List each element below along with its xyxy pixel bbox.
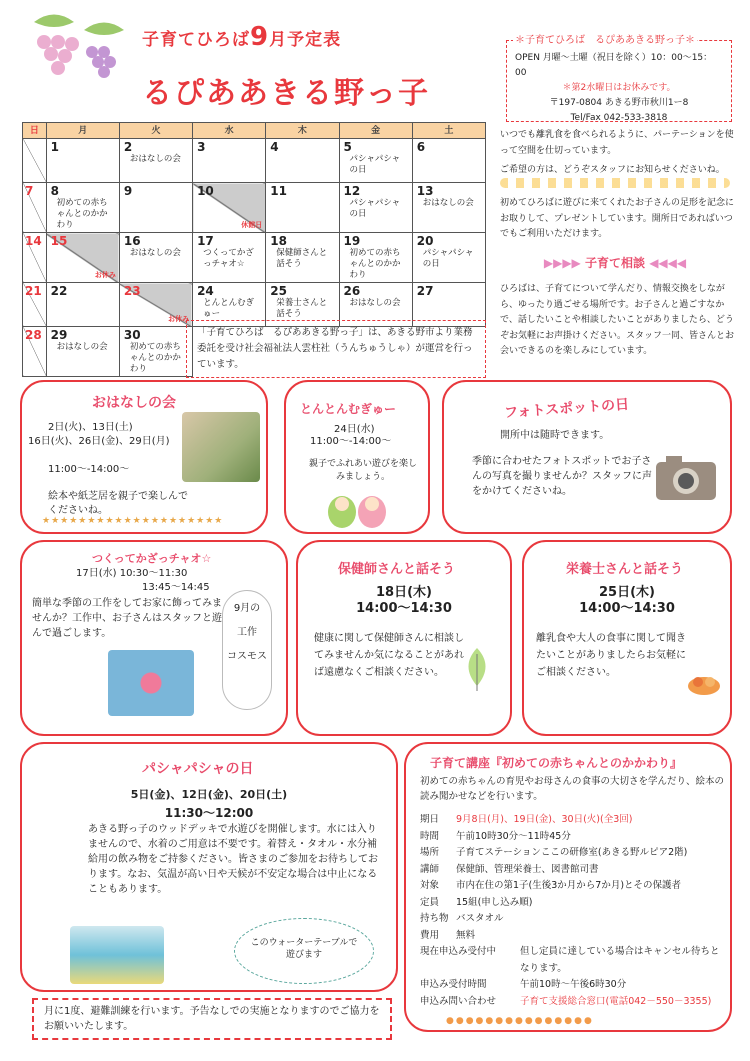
- calendar-event: つくってかざっチャオ☆: [203, 248, 254, 269]
- koza-value: 但し定員に達している場合はキャンセル待ちとなります。: [520, 946, 720, 974]
- koza-details: [420, 812, 728, 1010]
- ohanashi-box: おはなしの会 2日(火)、13日(土) 16日(火)、26日(金)、29日(月) 11:00～-14:00～ 絵本や紙芝居を親子で楽しんでくださいね。 ★★★★★★★★★★★★★★★★★★★★: [20, 380, 268, 534]
- calendar-date: 29: [50, 328, 68, 342]
- calendar-event: おはなしの会: [129, 248, 181, 258]
- koza-key: 対象: [420, 880, 440, 891]
- calendar-note: 「子育てひろば るぴああきる野っ子」は、あきる野市より業務委託を受け社会福祉法人雲柱社（うんちゅうしゃ）が運営を行っています。: [186, 320, 486, 378]
- calendar-day: [23, 327, 47, 377]
- calendar-day: [339, 183, 412, 233]
- consult-section-title: ▶▶▶▶ 子育て相談 ◀◀◀◀: [543, 256, 687, 270]
- holiday-label: お休み: [168, 315, 190, 323]
- koza-row: [420, 829, 728, 846]
- koza-key: 時間: [420, 830, 440, 842]
- page-title-top: 子育てひろば9月予定表: [142, 22, 342, 52]
- koza-title: 子育て講座『初めての赤ちゃんとのかかわり』: [430, 756, 683, 770]
- grape-illustration: [14, 2, 134, 102]
- calendar-date: 11: [270, 184, 287, 198]
- craft-balloon: 9月の 工作 コスモス: [222, 590, 272, 710]
- koza-value: 無料: [456, 929, 476, 941]
- koza-row: [420, 862, 728, 879]
- leaf-icon: [460, 646, 494, 692]
- calendar-day: [119, 327, 192, 377]
- calendar-date: 28: [25, 328, 42, 342]
- footprint-note: 初めてひろばに遊びに来てくれたお子さんの足形を記念にお取りして、プレゼントしています。開所日であればいつでもご利用いただけます。: [500, 198, 735, 239]
- holiday-label: 休館日: [241, 221, 263, 229]
- calendar-date: 21: [25, 284, 42, 298]
- calendar-header: 金: [339, 123, 412, 139]
- tsukutte-title: つくってかざっチャオ☆: [92, 552, 212, 565]
- calendar-header: 月: [46, 123, 119, 139]
- calendar-event: パシャパシャの日: [349, 154, 401, 175]
- calendar-header: 火: [119, 123, 192, 139]
- koza-value: 午前10時～午後6時30分: [520, 979, 627, 990]
- calendar-header: 土: [412, 123, 485, 139]
- calendar-event: 初めての赤ちゃんとのかかわり: [129, 342, 181, 374]
- fruit-icon: [686, 670, 722, 696]
- calendar-day: [412, 183, 485, 233]
- koza-row: [420, 911, 728, 928]
- calendar-date: 25: [270, 284, 287, 298]
- calendar-day: [119, 183, 192, 233]
- camera-icon: [654, 452, 720, 502]
- koza-value: 15組(申し込み順): [456, 896, 533, 908]
- koza-row: [420, 878, 728, 895]
- eiyoushi-box: 栄養士さんと話そう 25日(木) 14:00～14:30 離乳食や大人の食事に関して聞きたいことがありましたらお気軽にご相談ください。: [522, 540, 732, 736]
- koza-value: 午前10時30分～11時45分: [456, 830, 571, 842]
- koza-key: 費用: [420, 929, 440, 941]
- calendar-day: [193, 139, 266, 183]
- calendar-day: [46, 233, 119, 283]
- calendar-date: 12: [343, 184, 361, 198]
- calendar-event: おはなしの会: [349, 298, 401, 308]
- calendar-event: 保健師さんと話そう: [276, 248, 328, 269]
- koza-key: 場所: [420, 847, 440, 858]
- calendar-day: [193, 233, 266, 283]
- calendar-day: [23, 183, 47, 233]
- koza-value: 保健師、管理栄養士、図書館司書: [456, 863, 599, 875]
- calendar-day: [339, 139, 412, 183]
- calendar-event: おはなしの会: [56, 342, 108, 352]
- calendar-day: [193, 183, 266, 233]
- calendar-header: 水: [193, 123, 266, 139]
- calendar-event: とんとんむぎゅー: [203, 298, 255, 319]
- calendar-day: [46, 183, 119, 233]
- calendar-date: 3: [197, 140, 206, 154]
- koza-key: 現在申込み受付中: [420, 946, 497, 957]
- calendar-day: [23, 139, 47, 183]
- calendar-day: [119, 233, 192, 283]
- calendar-date: 4: [270, 140, 279, 154]
- calendar-date: 6: [416, 140, 426, 154]
- pasha-box: パシャパシャの日 5日(金)、12日(金)、20日(土) 11:30～12:00 あきる野っ子のウッドデッキで水遊びを開催します。水には入りませんので、水着のご用意は不要です。着替え・タオル・水分補給用の飲み物をご持参ください。皆さまのご参加をお待ちしております。なお、気温が高い日や天候が不安定な場合は中止になることもあります。 このウォーターテーブルで遊びます: [20, 742, 398, 992]
- calendar-date: 1: [50, 140, 59, 154]
- calendar-day: [119, 283, 192, 327]
- calendar-day: [119, 139, 192, 183]
- calendar-event: パシャパシャの日: [349, 198, 401, 219]
- water-table-photo: [70, 926, 164, 984]
- koza-value: 子育てステーションここの研修室(あきる野ルピア2階): [456, 847, 688, 858]
- calendar-date: 26: [343, 284, 361, 298]
- koza-value: バスタオル: [456, 913, 504, 924]
- calendar-date: 19: [343, 234, 361, 248]
- page-title-main: るぴああきる野っ子: [142, 76, 430, 111]
- photospot-title: フォトスポットの日: [503, 396, 630, 422]
- calendar-date: 16: [123, 234, 141, 248]
- ohanashi-title: おはなしの会: [92, 395, 176, 411]
- star-decoration: ★★★★★★★★★★★★★★★★★★★★: [42, 516, 224, 526]
- koza-key: 期日: [420, 814, 440, 825]
- peach-decoration: ●●●●●●●●●●●●●●●: [446, 1016, 594, 1026]
- koza-key: 持ち物: [420, 913, 449, 924]
- info-box: ＊子育てひろば るぴああきる野っ子＊ OPEN 月曜～土曜（祝日を除く）10：00～15：00 ＊第2水曜日はお休みです。 〒197-0804 あきる野市秋川1ー8 Tel/Fax 042-533-3818: [506, 40, 732, 122]
- calendar-day: [23, 283, 47, 327]
- speech-bubble: このウォーターテーブルで遊びます: [234, 918, 374, 984]
- calendar-date: 13: [416, 184, 434, 198]
- koza-key: 申込み受付時間: [420, 979, 487, 990]
- koza-row: [420, 977, 728, 994]
- calendar-date: 20: [416, 234, 434, 248]
- partition-note: いつでも離乳食を食べられるように、パーテーションを使って空間を仕切っています。 ご希望の方は、どうぞスタッフにお知らせくださいね。: [500, 130, 734, 175]
- tsukutte-box: つくってかざっチャオ☆ 17日(水) 10:30～11:30 13:45～14:45 簡単な季節の工作をしてお家に飾ってみませんか？工作中、お子さんはスタッフと遊んで過ごします。 9月の 工作 コスモス: [20, 540, 288, 736]
- calendar-day: [412, 233, 485, 283]
- eiyoushi-title: 栄養士さんと話そう: [566, 562, 684, 577]
- koza-row: [420, 928, 728, 945]
- calendar-date: 2: [123, 140, 133, 154]
- calendar-date: 24: [197, 284, 214, 298]
- calendar-day: [339, 233, 412, 283]
- calendar-header: 木: [266, 123, 339, 139]
- photospot-box: フォトスポットの日 開所中は随時できます。 季節に合わせたフォトスポットでお子さんの写真を撮りませんか？スタッフに声をかけてくださいね。: [442, 380, 732, 534]
- koza-row: [420, 944, 728, 977]
- calendar-day: [46, 139, 119, 183]
- hokenshi-box: 保健師さんと話そう 18日(木) 14:00～14:30 健康に関して保健師さんに相談してみませんか気になることがあれば遠慮なくご相談ください。: [296, 540, 512, 736]
- koza-row: [420, 812, 728, 829]
- koza-value: 市内在住の第1子(生後3か月から7か月)とその保護者: [456, 880, 682, 891]
- koza-row: [420, 845, 728, 862]
- koza-key: 講師: [420, 863, 440, 875]
- calendar-date: 22: [50, 284, 68, 298]
- calendar-day: [266, 139, 339, 183]
- calendar-header: 日: [23, 123, 47, 139]
- calendar-day: [266, 233, 339, 283]
- koza-key: 定員: [420, 896, 440, 908]
- calendar-date: 27: [416, 284, 434, 298]
- tonton-box: とんとんむぎゅー 24日(水) 11:00～-14:00～ 親子でふれあい遊びを楽しみましょう。: [284, 380, 430, 534]
- consult-note: ひろばは、子育てについて学んだり、情報交換をしながら、ゆったり過ごせる場所です。お子さんと過ごすなかで、話したいことや相談したいことがありましたら、どうぞお気軽にお声掛けください。スタッフ一同、皆さんとお会いできるのを楽しみにしています。: [500, 284, 735, 356]
- tonton-title: とんとんむぎゅー: [300, 402, 397, 416]
- calendar-day: [46, 283, 119, 327]
- calendar-date: 15: [50, 234, 68, 248]
- calendar-day: [412, 139, 485, 183]
- matryoshka-icon: [322, 486, 392, 530]
- cosmos-craft-photo: [108, 650, 194, 716]
- koza-value: 9月8日(月)、19日(金)、30日(火)(全3回): [456, 814, 633, 825]
- calendar-date: 18: [270, 234, 287, 248]
- hokenshi-title: 保健師さんと話そう: [338, 562, 456, 577]
- decorative-divider: [500, 178, 730, 188]
- calendar-date: 9: [123, 184, 133, 198]
- koza-row: [420, 895, 728, 912]
- pasha-title: パシャパシャの日: [142, 761, 254, 777]
- calendar-date: 14: [25, 234, 42, 248]
- koza-row: [420, 994, 728, 1011]
- calendar-date: 10: [197, 184, 214, 198]
- calendar-date: 5: [343, 140, 352, 154]
- koza-value: 子育て支援総合窓口(電話042－550－3355): [520, 995, 712, 1007]
- calendar-event: おはなしの会: [422, 198, 474, 208]
- evacuation-note: 月に1度、避難訓練を行います。予告なしでの実施となりますのでご協力をお願いいたします。: [32, 998, 392, 1040]
- calendar-event: 初めての赤ちゃんとのかかわり: [349, 248, 401, 280]
- calendar-date: 17: [197, 234, 214, 248]
- calendar-date: 8: [50, 184, 59, 198]
- calendar-date: 7: [25, 184, 34, 198]
- holiday-label: お休み: [94, 271, 116, 279]
- calendar-event: パシャパシャの日: [422, 248, 474, 269]
- calendar-day: [46, 327, 119, 377]
- koza-key: 申込み問い合わせ: [420, 995, 497, 1007]
- calendar-date: 30: [123, 328, 141, 342]
- calendar-event: 栄養士さんと話そう: [276, 298, 328, 319]
- calendar-day: [23, 233, 47, 283]
- calendar-event: 初めての赤ちゃんとのかかわり: [56, 198, 108, 230]
- koza-box: 子育て講座『初めての赤ちゃんとのかかわり』 初めての赤ちゃんの育児やお母さんの食事の大切さを学んだり、絵本の読み聞かせなどを行います。 期日 9月8日(月)、19日(金)、30日(火)(全3回) 時間 午前10時30分～11時45分 場所 子育てステーションここの研修室(あきる野ルピア2階) 講師 保健師、管理栄養士、図書館司書 対象 市内在住の第1子(生後3か月から7か月)とその保護者 定員 15組(申し込み順) 持ち物 バスタオル 費用 無料 現在申込み受付中 但し定員に達している場合はキャンセル待ちとなります。 申込み受付時間 午前10時～午後6時30分 申込み問い合わせ 子育て支援総合窓口(電話042－550－3355) ●●●●●●●●●●●●●●●: [404, 742, 732, 1032]
- ohanashi-photo: [182, 412, 260, 482]
- calendar-event: おはなしの会: [129, 154, 181, 164]
- calendar-date: 23: [123, 284, 141, 298]
- calendar-day: [266, 183, 339, 233]
